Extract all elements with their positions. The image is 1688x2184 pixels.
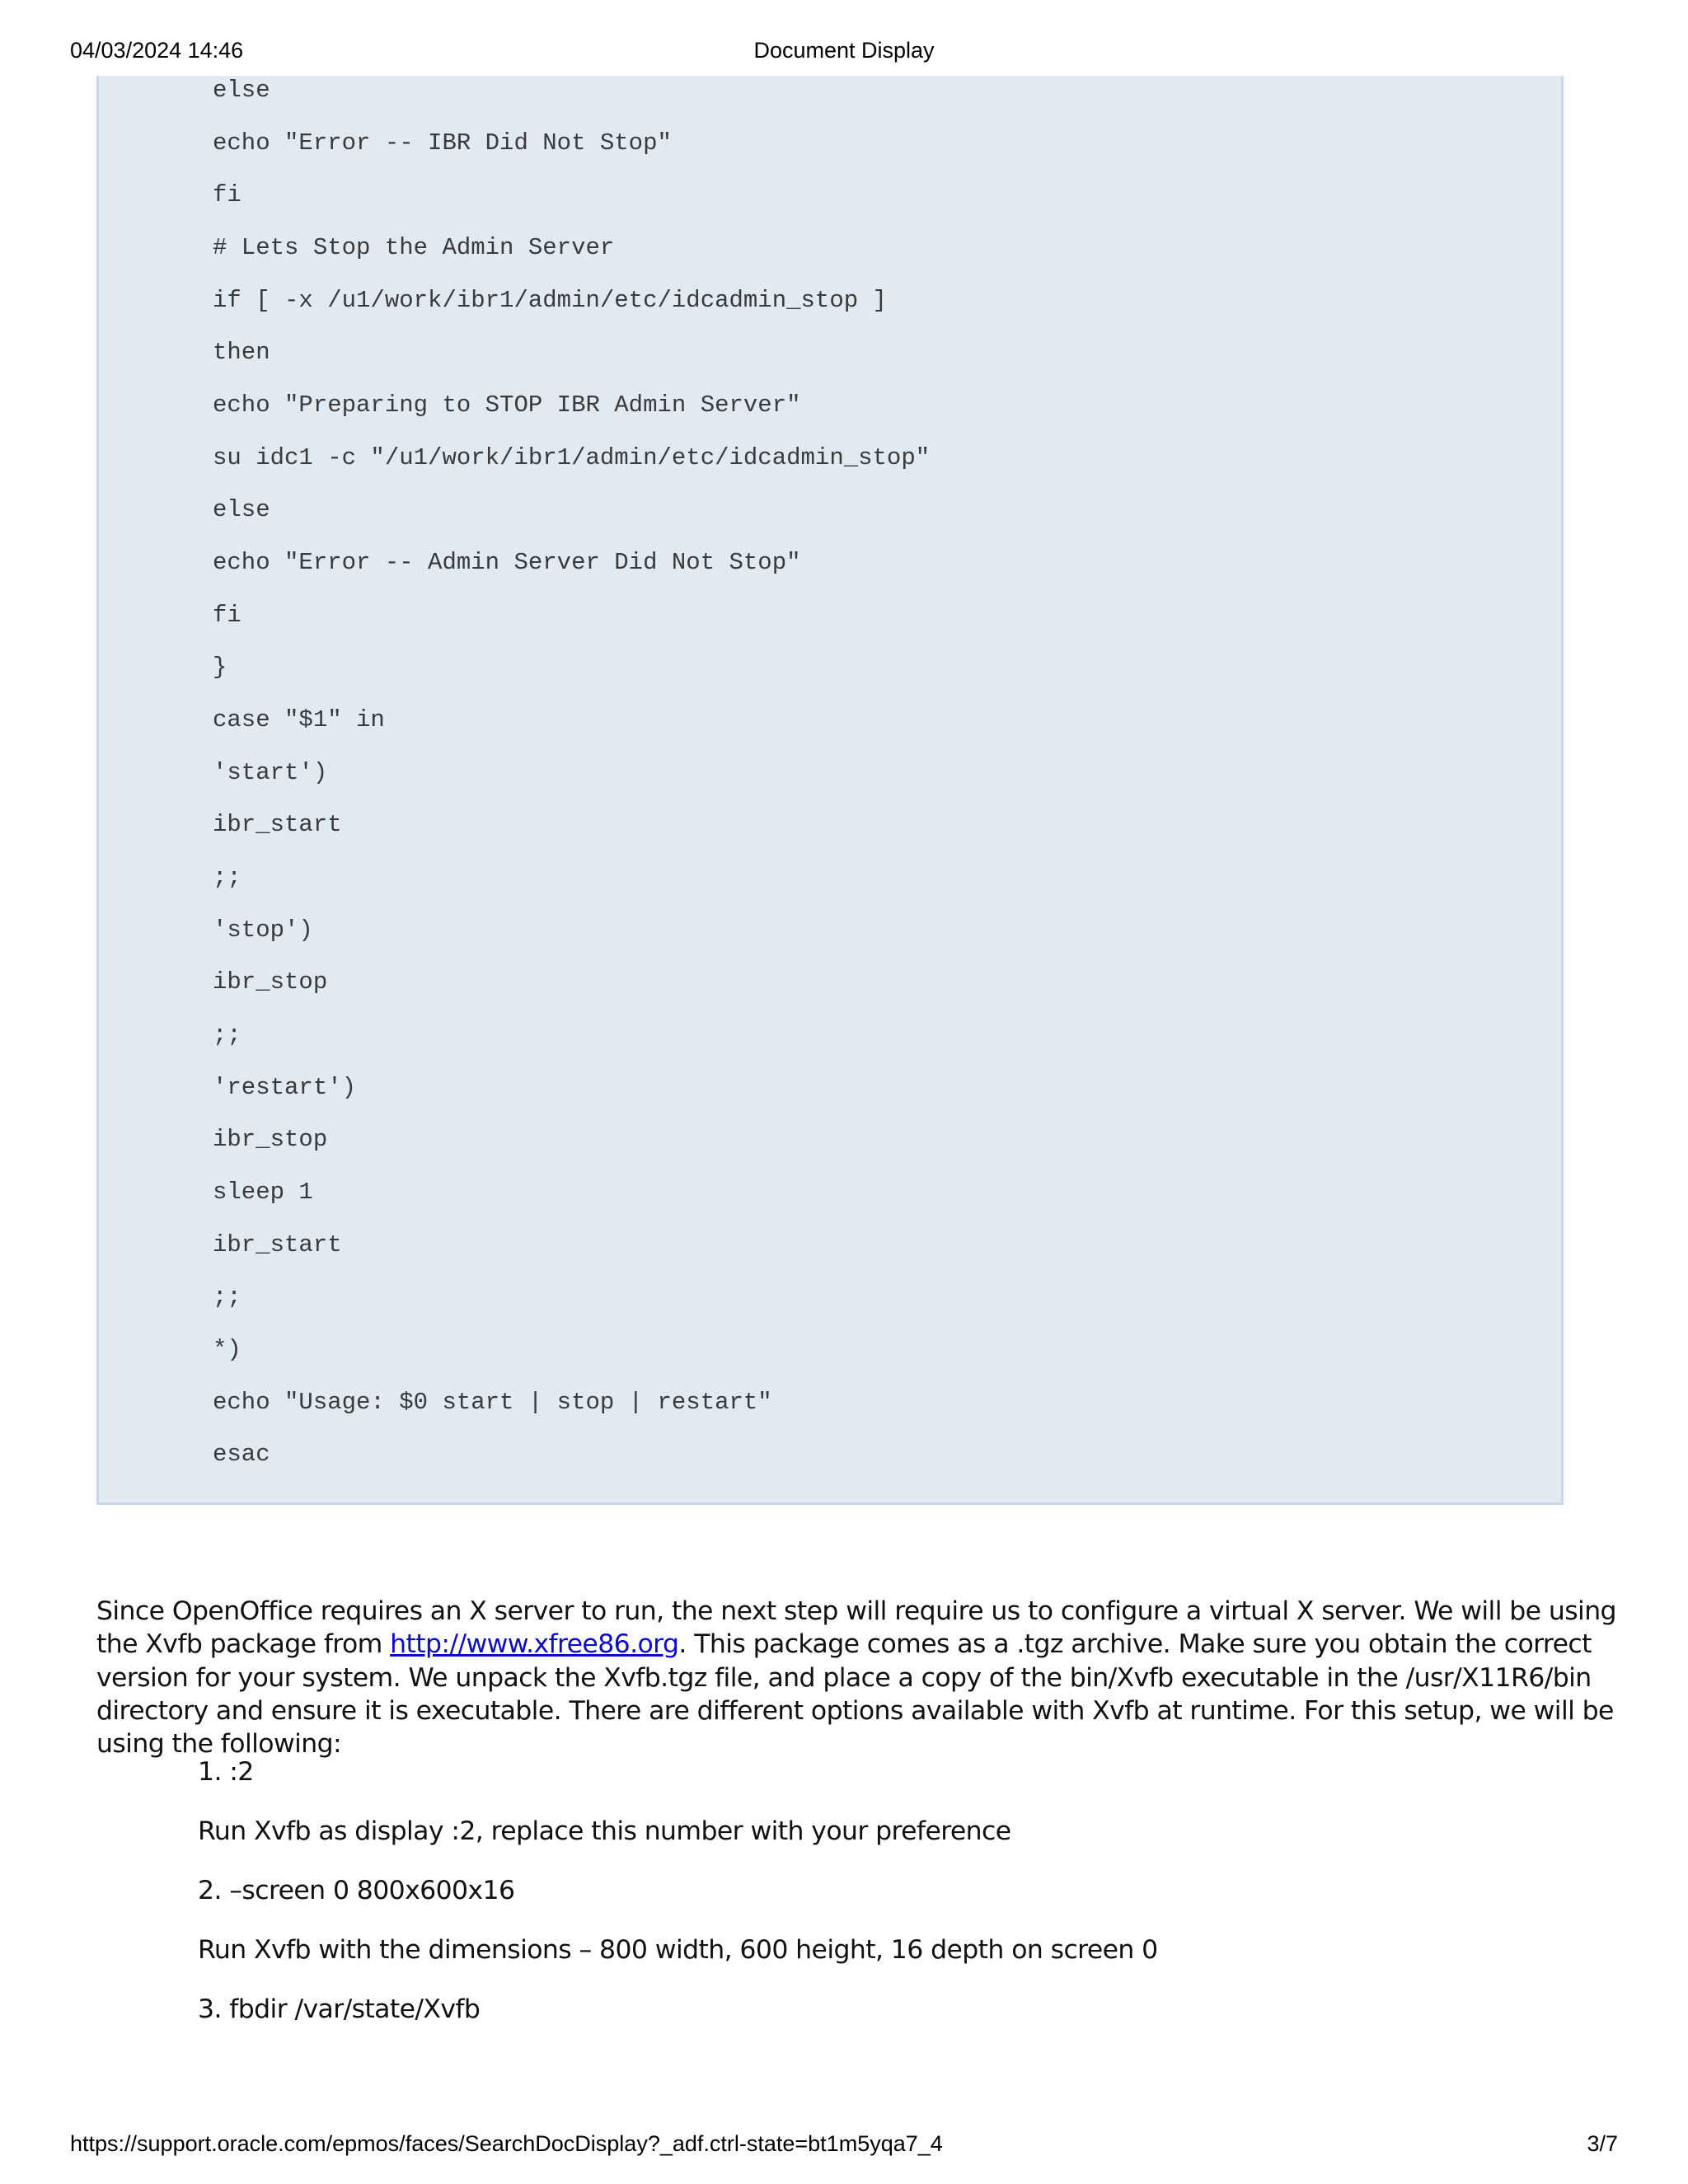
code-line: ibr_stop [213,968,328,996]
code-line: then [213,339,270,366]
body-paragraph [96,1595,1629,1760]
print-footer [70,2131,1618,2161]
page-number: 3/7 [1587,2131,1618,2156]
code-line: fi [213,602,241,629]
print-header [70,38,1618,68]
paragraph-text-before-link: Since OpenOffice requires an X server to run, the next step will require us to configure a virtual X server. We will be using the Xvfb package from [96,1596,1616,1660]
code-line: ibr_stop [213,1126,328,1153]
list-item: 2. –screen 0 800x600x16 [198,1876,515,1905]
code-line: case "$1" in [213,706,385,733]
list-item-description: Run Xvfb with the dimensions – 800 width, 600 height, 16 depth on screen 0 [198,1935,1158,1965]
code-line: ;; [213,864,241,891]
code-line: 'start') [213,759,328,786]
document-title: Document Display [753,38,935,63]
print-datetime: 04/03/2024 14:46 [70,38,244,63]
code-line: echo "Error -- IBR Did Not Stop" [213,129,672,157]
code-line: esac [213,1441,270,1468]
code-line: } [213,654,227,681]
code-line: ibr_start [213,811,342,838]
code-block [96,76,1564,1505]
code-line: # Lets Stop the Admin Server [213,234,615,261]
code-line: echo "Usage: $0 start | stop | restart" [213,1389,772,1416]
code-line: if [ -x /u1/work/ibr1/admin/etc/idcadmin_stop ] [213,287,887,314]
code-line: echo "Preparing to STOP IBR Admin Server" [213,391,801,419]
code-line: 'stop') [213,916,313,944]
code-line: fi [213,181,241,209]
code-line: 'restart') [213,1074,357,1101]
list-item: 3. fbdir /var/state/Xvfb [198,1994,481,2024]
list-item: 1. :2 [198,1757,254,1787]
code-line: else [213,496,270,523]
paragraph-text-after-link: . This package comes as a .tgz archive. Make sure you obtain the correct version for your system. We unpack the Xvfb.tgz file, and place a copy of the bin/Xvfb executable in the /usr/X11R6/bin directory and ensure it is executable. There are different options available with Xvfb at runtime. For this setup, we will be using the following: [96,1629,1614,1760]
page-url: https://support.oracle.com/epmos/faces/SearchDocDisplay?_adf.ctrl-state=bt1m5yqa7_4 [70,2131,943,2156]
list-item-description: Run Xvfb as display :2, replace this number with your preference [198,1816,1011,1846]
code-line: echo "Error -- Admin Server Did Not Stop" [213,549,801,576]
code-line: sleep 1 [213,1179,313,1206]
code-line: ibr_start [213,1231,342,1258]
code-line: ;; [213,1283,241,1310]
code-line: ;; [213,1021,241,1048]
code-line: else [213,77,270,104]
code-line: su idc1 -c "/u1/work/ibr1/admin/etc/idcadmin_stop" [213,444,931,471]
xfree86-link[interactable]: http://www.xfree86.org [390,1629,679,1660]
code-line: *) [213,1336,241,1363]
